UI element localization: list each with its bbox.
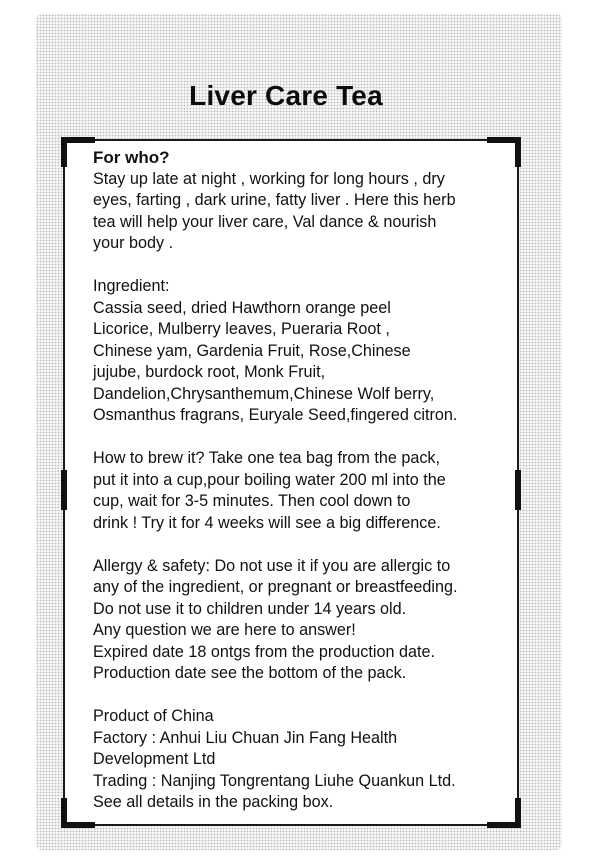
allergy-safety-line: Any question we are here to answer! xyxy=(93,621,356,639)
ingredient-line: jujube, burdock root, Monk Fruit, xyxy=(93,363,326,381)
for-who-line: Stay up late at night , working for long hours , dry xyxy=(93,169,445,188)
ingredient-line: Dandelion,Chrysanthemum,Chinese Wolf berry, xyxy=(93,384,435,403)
allergy-safety-line: Do not use it to children under 14 years old. xyxy=(93,599,407,618)
corner-mark-top-left-vertical xyxy=(61,137,67,167)
spacer xyxy=(93,427,523,449)
page-title: Liver Care Tea xyxy=(189,80,383,111)
label-text-body xyxy=(93,147,523,814)
how-to-brew-section xyxy=(93,448,523,534)
origin-line: Factory : Anhui Liu Chuan Jin Fang Health xyxy=(93,728,398,747)
how-to-brew-line: put it into a cup,pour boiling water 200 ml into the xyxy=(93,470,446,489)
ingredient-heading: Ingredient: xyxy=(93,277,170,295)
origin-line: See all details in the packing box. xyxy=(93,793,334,811)
for-who-heading: For who? xyxy=(93,148,170,167)
for-who-line: your body . xyxy=(93,234,174,252)
ingredient-line: Osmanthus fragrans, Euryale Seed,fingered citron. xyxy=(93,406,458,424)
how-to-brew-line: drink ! Try it for 4 weeks will see a big difference. xyxy=(93,513,441,532)
origin-line: Product of China xyxy=(93,707,214,725)
how-to-brew-line: How to brew it? Take one tea bag from the pack, xyxy=(93,449,441,467)
spacer xyxy=(93,534,523,556)
corner-mark-bottom-left-vertical xyxy=(61,798,67,828)
origin-line: Development Ltd xyxy=(93,750,216,768)
allergy-safety-line: Expired date 18 ontgs from the production date. xyxy=(93,642,435,661)
for-who-section xyxy=(93,147,523,255)
origin-line: Trading : Nanjing Tongrentang Liuhe Quankun Ltd. xyxy=(93,771,456,790)
for-who-line: tea will help your liver care, Val dance & nourish xyxy=(93,212,437,231)
allergy-safety-section xyxy=(93,556,523,685)
for-who-line: eyes, farting , dark urine, fatty liver . Here this herb xyxy=(93,191,456,209)
allergy-safety-line: Production date see the bottom of the pack. xyxy=(93,664,407,682)
how-to-brew-line: cup, wait for 3-5 minutes. Then cool down to xyxy=(93,492,411,510)
spacer xyxy=(93,255,523,277)
ingredient-line: Chinese yam, Gardenia Fruit, Rose,Chinese xyxy=(93,341,411,360)
allergy-safety-line: any of the ingredient, or pregnant or breastfeeding. xyxy=(93,578,458,596)
ingredient-line: Licorice, Mulberry leaves, Pueraria Root , xyxy=(93,320,390,338)
ingredient-line: Cassia seed, dried Hawthorn orange peel xyxy=(93,298,391,317)
ingredient-section xyxy=(93,276,523,427)
spacer xyxy=(93,685,523,707)
origin-section xyxy=(93,706,523,814)
side-mark-left-middle xyxy=(61,470,67,510)
allergy-safety-line: Allergy & safety: Do not use it if you are allergic to xyxy=(93,556,451,575)
